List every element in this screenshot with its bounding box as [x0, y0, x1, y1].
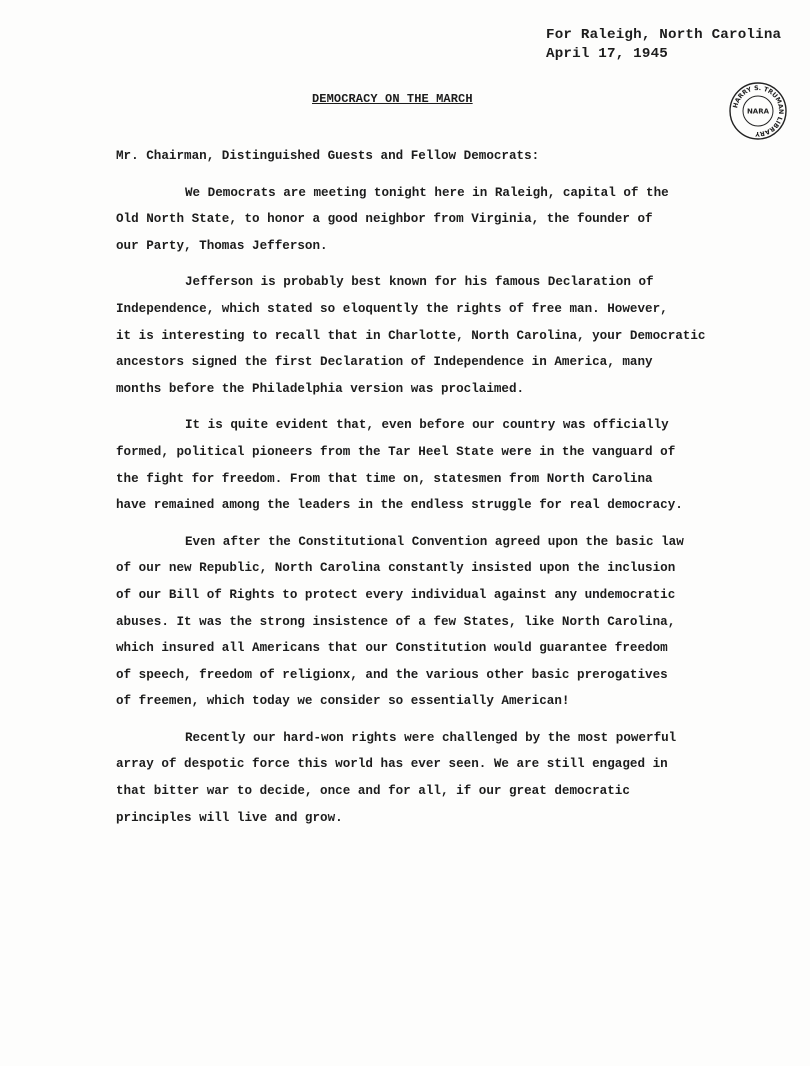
text-line: array of despotic force this world has ever seen. We are still engaged in	[116, 757, 668, 772]
header-location: For Raleigh, North Carolina	[546, 27, 782, 43]
paragraph-4	[116, 529, 736, 715]
text-line: of freemen, which today we consider so essentially American!	[116, 694, 570, 709]
stamp-outer-text: HARRY S. TRUMAN LIBRARY	[732, 84, 785, 138]
text-line: Even after the Constitutional Convention agreed upon the basic law	[185, 534, 684, 549]
text-line: have remained among the leaders in the endless struggle for real democracy.	[116, 498, 683, 513]
text-line: ancestors signed the first Declaration of Independence in America, many	[116, 355, 653, 370]
library-stamp-icon	[728, 81, 788, 141]
stamp-inner-text: NARA	[746, 107, 770, 116]
text-line: of our new Republic, North Carolina constantly insisted upon the inclusion	[116, 561, 676, 576]
text-line: months before the Philadelphia version was proclaimed.	[116, 381, 525, 396]
text-line: principles will live and grow.	[116, 810, 343, 825]
text-line: It is quite evident that, even before our country was officially	[185, 418, 669, 433]
paragraph-5	[116, 725, 736, 831]
document-title: DEMOCRACY ON THE MARCH	[312, 92, 473, 106]
text-line: We Democrats are meeting tonight here in Raleigh, capital of the	[185, 185, 669, 200]
text-line: Old North State, to honor a good neighbor from Virginia, the founder of	[116, 212, 653, 227]
text-line: that bitter war to decide, once and for all, if our great democratic	[116, 784, 630, 799]
text-line: it is interesting to recall that in Charlotte, North Carolina, your Democratic	[116, 328, 706, 343]
header-date: April 17, 1945	[546, 46, 668, 62]
text-line: Jefferson is probably best known for his famous Declaration of	[185, 275, 654, 290]
paragraph-3	[116, 412, 736, 518]
paragraph-2	[116, 269, 736, 402]
text-line: Independence, which stated so eloquently the rights of free man. However,	[116, 301, 668, 316]
text-line: the fight for freedom. From that time on, statesmen from North Carolina	[116, 471, 653, 486]
text-line: our Party, Thomas Jefferson.	[116, 238, 328, 253]
paragraph-1	[116, 180, 736, 260]
salutation: Mr. Chairman, Distinguished Guests and Fellow Democrats:	[116, 149, 540, 163]
text-line: abuses. It was the strong insistence of a few States, like North Carolina,	[116, 614, 676, 629]
document-body	[116, 143, 736, 841]
text-line: which insured all Americans that our Constitution would guarantee freedom	[116, 641, 668, 656]
text-line: Recently our hard-won rights were challenged by the most powerful	[185, 730, 677, 745]
document-header	[546, 26, 796, 64]
text-line: of speech, freedom of religionx, and the various other basic prerogatives	[116, 667, 668, 682]
text-line: of our Bill of Rights to protect every individual against any undemocratic	[116, 587, 676, 602]
text-line: formed, political pioneers from the Tar Heel State were in the vanguard of	[116, 444, 676, 459]
